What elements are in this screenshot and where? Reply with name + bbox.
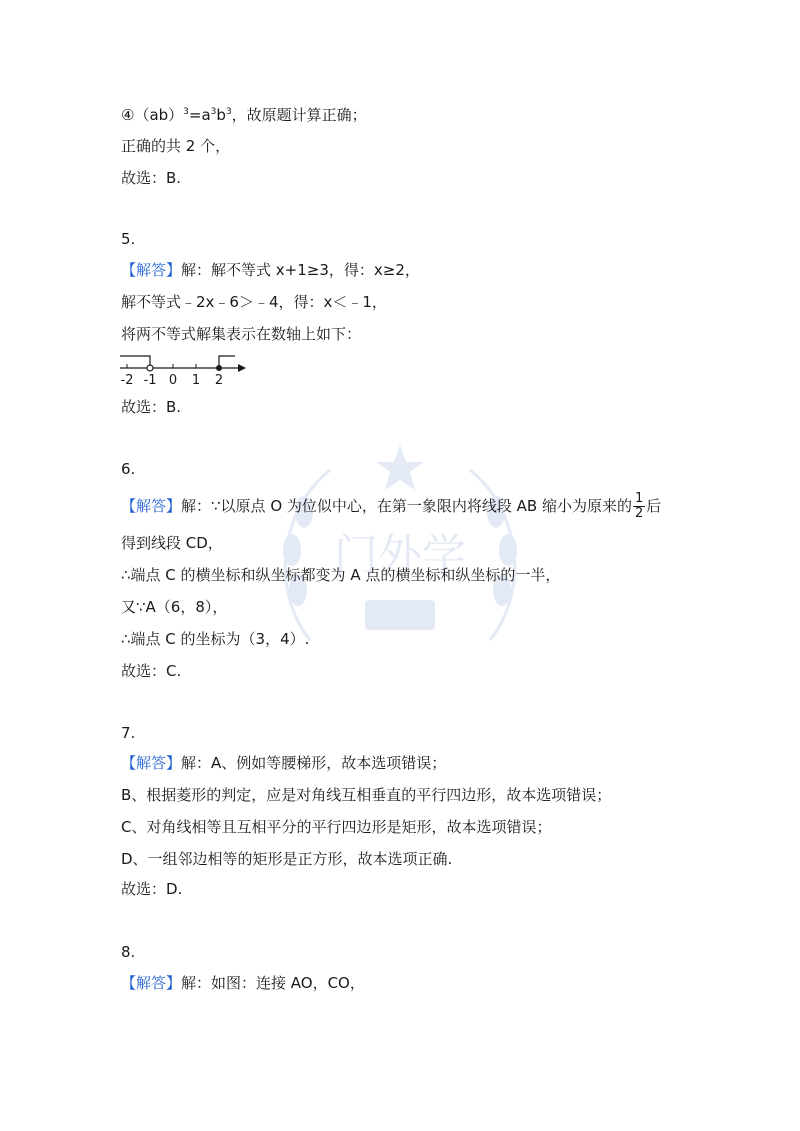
axis-tick-label: -2 [120, 373, 134, 388]
q8-tag: 【解答】 [121, 974, 182, 992]
q7-line2: B、根据菱形的判定，应是对角线互相垂直的平行四边形，故本选项错误； [121, 786, 612, 804]
q6-number: 6. [121, 460, 136, 478]
axis-tick-label: 2 [214, 373, 224, 388]
item4-answer: 故选：B. [121, 169, 182, 187]
q6-answer: 故选：C. [121, 662, 182, 680]
watermark-text: 门外学 [334, 530, 466, 581]
q6-line5: ∴端点 C 的坐标为（3，4）. [121, 630, 310, 648]
open-point [147, 365, 153, 371]
q5-line3: 将两不等式解集表示在数轴上如下： [121, 325, 362, 343]
q7-line1: 【解答】解：A、例如等腰梯形，故本选项错误； [121, 754, 447, 772]
closed-point [216, 365, 222, 371]
item4-statement: $④(ab)^3=a^3b^3$，故原题计算正确； [121, 106, 367, 124]
q7-answer: 故选：D. [121, 880, 183, 898]
q6-tag: 【解答】 [121, 497, 182, 515]
number-line [118, 350, 248, 390]
q7-line3: C、对角线相等且互相平分的平行四边形是矩形，故本选项错误； [121, 818, 552, 836]
q8-number: 8. [121, 943, 136, 961]
q6-line3: ∴端点 C 的横坐标和纵坐标都变为 A 点的横坐标和纵坐标的一半， [121, 566, 561, 584]
q6-line2: 得到线段 CD， [121, 534, 223, 552]
q5-number: 5. [121, 230, 136, 248]
q6-line1: 【解答】解：∵以原点 O 为位似中心，在第一象限内将线段 AB 缩小为原来的 $\frac{1}{2}$ 后 [121, 491, 662, 521]
q5-line2: 解不等式﹣2x﹣6＞﹣4，得：x＜﹣1， [121, 293, 387, 311]
fraction-one-half: $\frac{1}{2}$ [635, 491, 644, 521]
q7-number: 7. [121, 724, 136, 742]
axis-tick-label: 1 [191, 373, 201, 388]
q5-tag: 【解答】 [121, 261, 182, 279]
axis-tick-label: 0 [168, 373, 178, 388]
q7-line4: D、一组邻边相等的矩形是正方形，故本选项正确. [121, 850, 453, 868]
item4-count: 正确的共 2 个， [121, 137, 231, 155]
axis-arrow [238, 364, 246, 372]
q5-answer: 故选：B. [121, 398, 182, 416]
axis-tick-label: -1 [143, 373, 157, 388]
q7-tag: 【解答】 [121, 754, 182, 772]
q8-line1: 【解答】解：如图：连接 AO，CO， [121, 974, 365, 992]
q6-line4: 又∵A（6，8）， [121, 598, 228, 616]
solution-left-bracket [120, 356, 150, 368]
q5-line1: 【解答】解：解不等式 x+1≥3，得：x≥2， [121, 261, 420, 279]
